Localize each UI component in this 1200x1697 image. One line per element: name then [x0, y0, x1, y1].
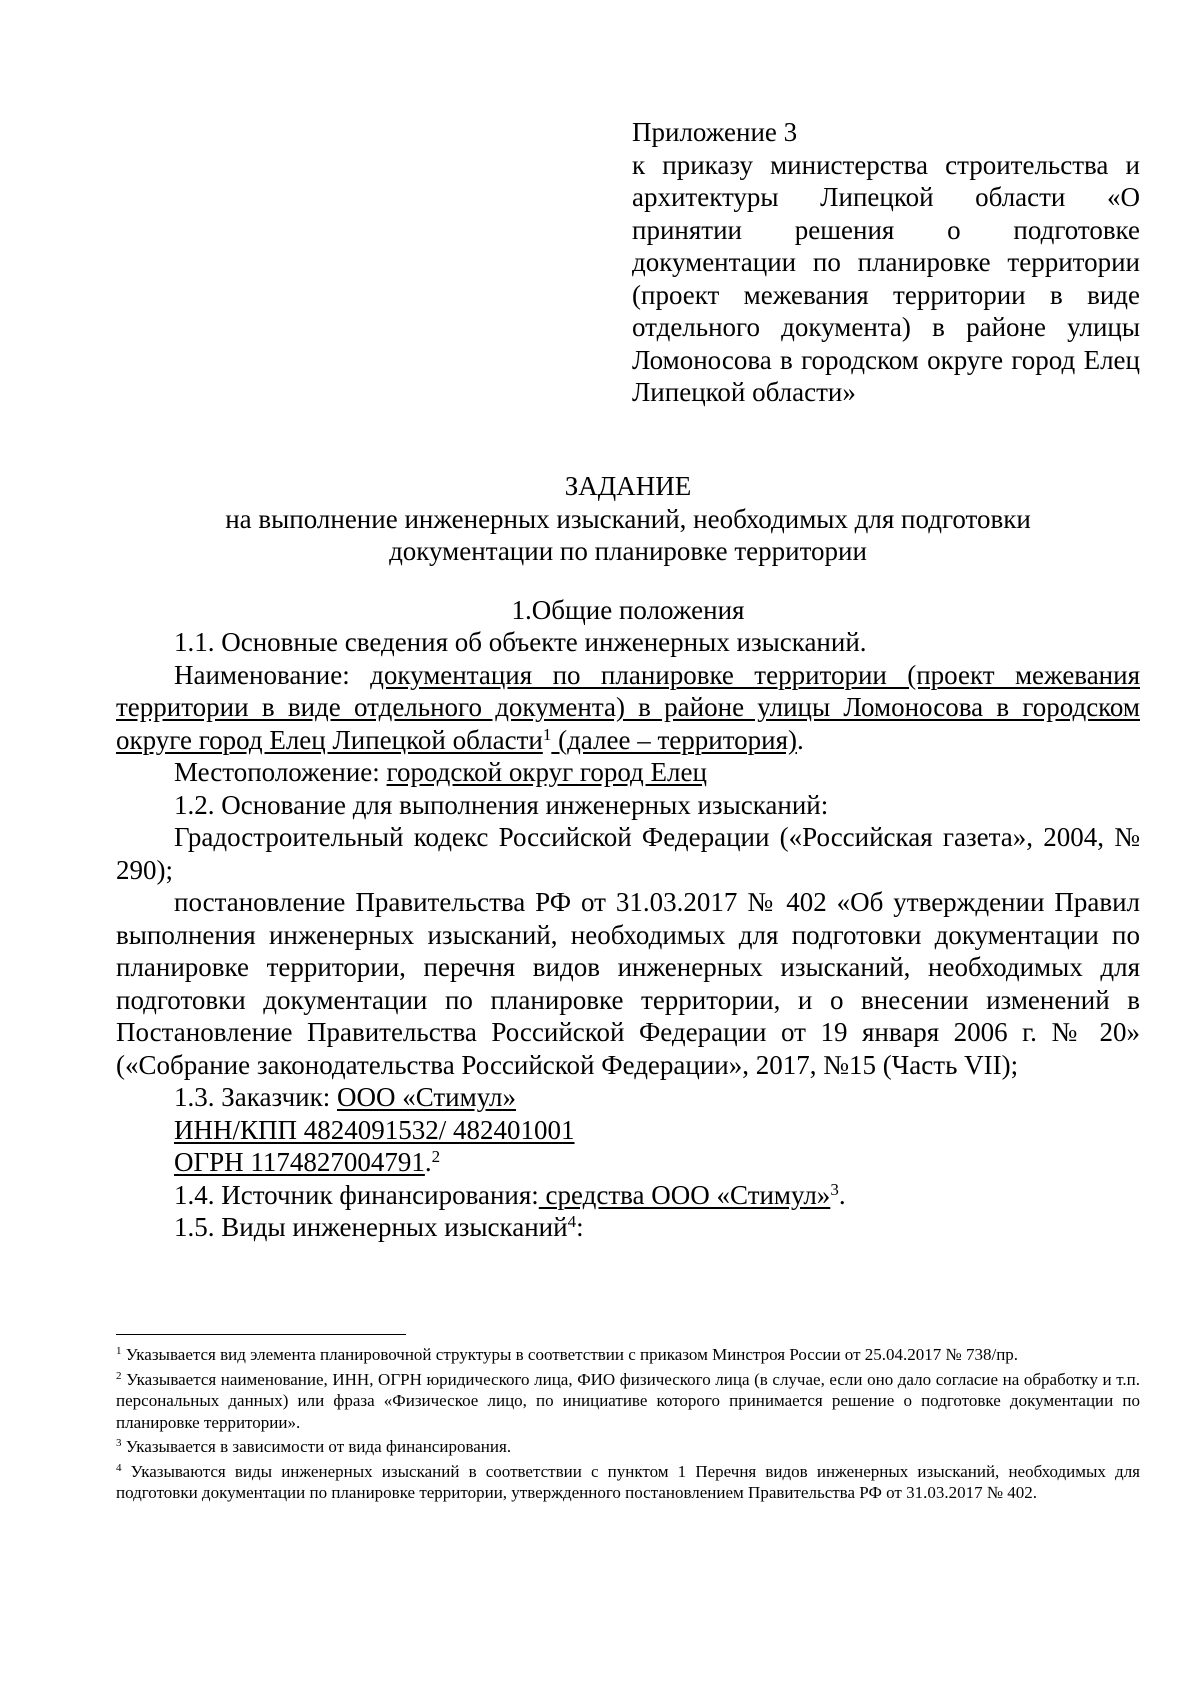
object-name-paragraph [116, 659, 1140, 757]
footnote-number: 3 [116, 1437, 122, 1449]
ogrn-line [116, 1146, 1140, 1179]
footnote-text: Указывается в зависимости от вида финансирования. [125, 1437, 512, 1456]
appendix-text: к приказу министерства строительства и архитектуры Липецкой области «О принятии решения о подготовке документации по планировке территории (проект межевания территории в виде отдельного документа) в районе улицы Ломоносова в городском округе город Елец Липецкой области» [632, 149, 1140, 407]
footnote-ref-4: 4 [567, 1212, 577, 1231]
funding-line [116, 1179, 1140, 1212]
customer-label: 1.3. Заказчик: [174, 1082, 337, 1112]
survey-types-label: 1.5. Виды инженерных изысканий [174, 1212, 568, 1242]
footnote-number: 2 [116, 1369, 122, 1382]
object-name-label: Наименование: [174, 659, 371, 690]
footnote-ref-1: 1 [542, 724, 552, 744]
footnotes [116, 1344, 1140, 1507]
inn-line [116, 1114, 1140, 1147]
footnote-ref-3: 3 [830, 1179, 839, 1199]
footnote-text: Указывается вид элемента планировочной структуры в соответствии с приказом Минстроя России от 25.04.2017 № 738/пр. [125, 1345, 1019, 1364]
location-label: Местоположение: [174, 757, 387, 787]
basis-code-paragraph: Градостроительный кодекс Российской Федерации («Российская газета», 2004, № 290); [116, 822, 1140, 885]
appendix-title: Приложение 3 [632, 117, 798, 147]
inn-value: ИНН/КПП 4824091532/ 482401001 [174, 1114, 575, 1145]
footnote-4 [116, 1461, 1140, 1504]
customer-line [116, 1081, 1140, 1114]
customer-value: ООО «Стимул» [336, 1082, 517, 1112]
ogrn-end: . [424, 1147, 432, 1177]
footnote-number: 4 [116, 1461, 122, 1474]
footnote-number: 1 [116, 1345, 122, 1357]
footnote-3 [116, 1436, 1140, 1458]
survey-types-line [116, 1211, 1140, 1244]
object-name-end: . [797, 724, 804, 755]
object-name-value: документация по планировке территории (проект межевания территории в виде отдельного документа) в районе улицы Ломоносова в городском округе город Елец Липецкой области [116, 659, 1140, 755]
basis-decree-paragraph: постановление Правительства РФ от 31.03.2017 № 402 «Об утверждении Правил выполнения инженерных изысканий, необходимых для подготовки документации по планировке территории, перечня видов инженерных изысканий, необходимых для подготовки документации по планировке территории, и о внесении изменений в Постановление Правительства Российской Федерации от 19 января 2006 г. № 20» («Собрание законодательства Российской Федерации», 2017, №15 (Часть VII); [116, 887, 1140, 1080]
ogrn-value: ОГРН 1174827004791 [174, 1147, 425, 1177]
footnote-separator [116, 1334, 406, 1335]
document-subtitle-line1: на выполнение инженерных изысканий, необходимых для подготовки [225, 503, 1031, 534]
footnote-1 [116, 1344, 1140, 1366]
location-paragraph [116, 756, 1140, 789]
document-subtitle-line2: документации по планировке территории [389, 536, 867, 566]
location-value: городской округ город Елец [386, 757, 707, 787]
document-title: ЗАДАНИЕ [564, 471, 692, 501]
footnote-2 [116, 1369, 1140, 1434]
section-heading: 1.Общие положения [511, 594, 745, 625]
paragraph-1-1: 1.1. Основные сведения об объекте инженерных изысканий. [174, 627, 867, 657]
funding-label: 1.4. Источник финансирования: [174, 1179, 539, 1210]
footnote-text: Указываются виды инженерных изысканий в соответствии с пунктом 1 Перечня видов инженерных изысканий, необходимых для подготовки документации по планировке территории, утвержденного постановлением Правительства РФ от 31.03.2017 № 402. [116, 1461, 1141, 1502]
footnote-text: Указывается наименование, ИНН, ОГРН юридического лица, ФИО физического лица (в случае, если оно дало согласие на обработку и т.п. персональных данных) или фраза «Физическое лицо, по инициативе которого принимается решение о подготовке документации по планировке территории». [116, 1369, 1140, 1432]
paragraph-1-2: 1.2. Основание для выполнения инженерных изысканий: [174, 789, 829, 820]
object-name-tail: (далее – территория) [551, 724, 798, 755]
footnote-ref-2: 2 [431, 1147, 441, 1166]
main-content [116, 470, 1140, 1244]
funding-value: средства ООО «Стимул» [538, 1179, 831, 1210]
appendix-block [632, 116, 1140, 409]
survey-types-end: : [576, 1212, 584, 1242]
funding-end: . [838, 1179, 846, 1210]
